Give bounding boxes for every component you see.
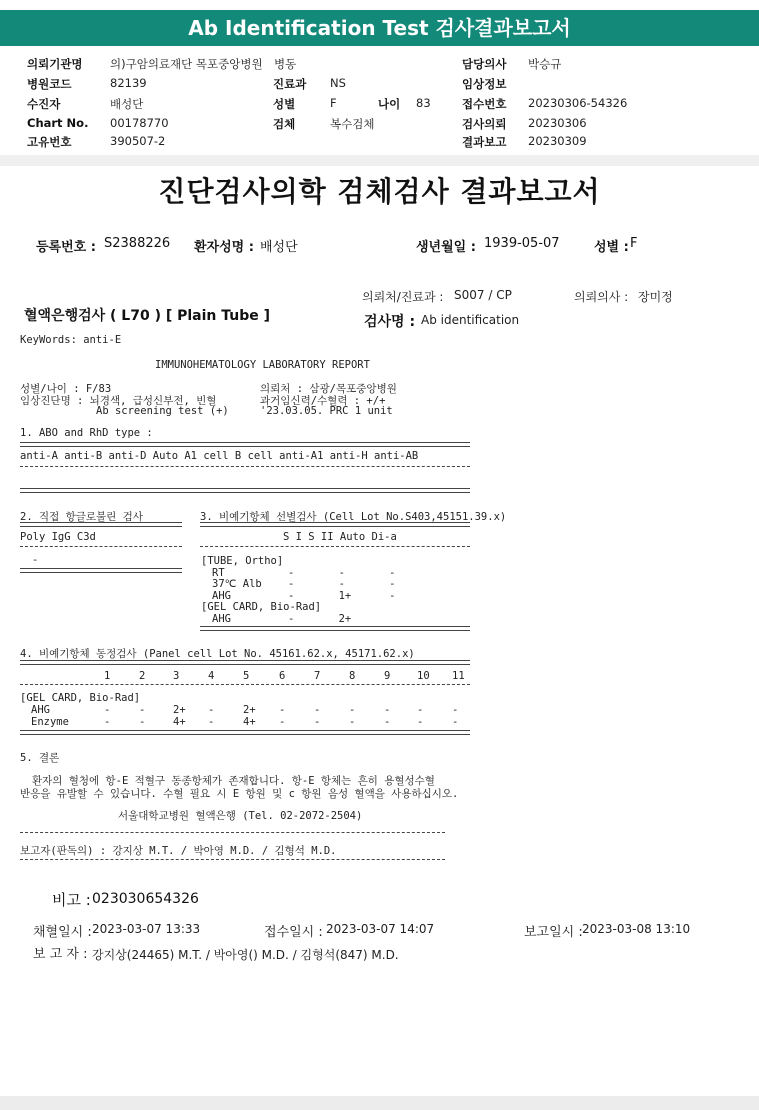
rule bbox=[20, 859, 445, 860]
value-sex: F bbox=[330, 96, 337, 110]
rule bbox=[20, 488, 470, 493]
collect-value: 2023-03-07 13:33 bbox=[92, 922, 201, 936]
panel-cell-result: - bbox=[417, 704, 424, 716]
screen-row-label: AHG bbox=[212, 589, 231, 602]
panel-cell-number: 1 bbox=[104, 670, 111, 682]
panel-cell-result: - bbox=[208, 704, 215, 716]
value-specimen: 복수검체 bbox=[330, 117, 375, 131]
test-name-value: Ab identification bbox=[421, 313, 520, 327]
panel-cell-number: 7 bbox=[314, 670, 321, 682]
patient-name-label: 환자성명 : bbox=[194, 240, 254, 255]
header-row-1 bbox=[0, 56, 759, 74]
reg-no-value: S2388226 bbox=[104, 236, 171, 251]
rule bbox=[20, 546, 182, 547]
value-hospital-code: 82139 bbox=[110, 76, 147, 90]
value-doctor: 박승규 bbox=[528, 57, 562, 71]
rule bbox=[20, 660, 470, 665]
receive-label: 접수일시 : bbox=[264, 925, 323, 940]
birth-value: 1939-05-07 bbox=[484, 236, 560, 251]
rule bbox=[200, 626, 470, 631]
collect-label: 채혈일시 : bbox=[33, 925, 92, 940]
panel-cell-result: - bbox=[139, 716, 146, 728]
diagnosis-cont: Ab screening test (+) bbox=[96, 405, 229, 417]
panel-row-label: Enzyme bbox=[31, 716, 69, 728]
panel-cell-result: 4+ bbox=[243, 716, 256, 728]
header-row-5 bbox=[0, 134, 759, 152]
panel-cell-result: - bbox=[104, 704, 111, 716]
value-institution: 의)구암의료재단 목포중앙병원 bbox=[110, 57, 263, 71]
screen-row-label: AHG bbox=[212, 612, 231, 625]
label-chart-no: Chart No. bbox=[27, 116, 89, 130]
panel-cell-result: - bbox=[104, 716, 111, 728]
label-sex: 성별 bbox=[273, 97, 296, 111]
value-chart-no: 00178770 bbox=[110, 116, 169, 130]
panel-group-label: [GEL CARD, Bio-Rad] bbox=[20, 692, 141, 704]
rule bbox=[20, 730, 470, 735]
report-title: 진단검사의학 검체검사 결과보고서 bbox=[158, 175, 601, 208]
value-patient: 배성단 bbox=[110, 97, 144, 111]
panel-cell-result: - bbox=[349, 716, 356, 728]
patient-name-value: 배성단 bbox=[260, 240, 298, 255]
header-row-3 bbox=[0, 96, 759, 114]
abo-headers: anti-A anti-B anti-D Auto A1 cell B cell anti-A1 anti-H anti-AB bbox=[20, 450, 419, 462]
label-patient: 수진자 bbox=[27, 97, 61, 111]
rule bbox=[200, 546, 470, 547]
panel-cell-result: - bbox=[417, 716, 424, 728]
label-specimen: 검체 bbox=[273, 117, 296, 131]
header-row-4 bbox=[0, 116, 759, 134]
diagnosis: 임상진단명 : 뇌경색, 급성신부전, 빈혈 bbox=[20, 395, 217, 407]
note-label: 비고 : bbox=[52, 891, 91, 909]
panel-cell-result: - bbox=[452, 704, 459, 716]
reporter-line: 보고자(판독의) : 강지상 M.T. / 박아영 M.D. / 김형석 M.D. bbox=[20, 845, 337, 857]
rule bbox=[20, 684, 470, 685]
report-banner-title: Ab Identification Test 검사결과보고서 bbox=[0, 10, 759, 46]
report-time-value: 2023-03-08 13:10 bbox=[582, 922, 691, 936]
value-request-date: 20230306 bbox=[528, 116, 587, 130]
rule bbox=[200, 522, 470, 527]
panel-cell-result: 2+ bbox=[243, 704, 256, 716]
section-4-title: 4. 비예기항체 동정검사 (Panel cell Lot No. 45161.62.x, 45171.62.x) bbox=[20, 648, 415, 660]
panel-cell-number: 9 bbox=[384, 670, 391, 682]
label-department: 진료과 bbox=[273, 77, 307, 91]
reg-no-label: 등록번호 : bbox=[36, 240, 96, 255]
dept-value: S007 / CP bbox=[454, 288, 512, 302]
lab-report-title: IMMUNOHEMATOLOGY LABORATORY REPORT bbox=[155, 359, 370, 371]
value-ward: 병동 bbox=[274, 57, 297, 71]
panel-cell-number: 5 bbox=[243, 670, 250, 682]
birth-label: 생년월일 : bbox=[416, 240, 476, 255]
panel-row-label: AHG bbox=[31, 704, 50, 716]
panel-cell-result: - bbox=[384, 704, 391, 716]
panel-cell-result: - bbox=[452, 716, 459, 728]
history: 과거임신력/수혈력 : +/+ bbox=[260, 395, 386, 407]
panel-cell-result: - bbox=[279, 704, 286, 716]
value-unique-no: 390507-2 bbox=[110, 134, 166, 148]
panel-cell-number: 10 bbox=[417, 670, 430, 682]
panel-cell-number: 2 bbox=[139, 670, 146, 682]
report-time-label: 보고일시 : bbox=[524, 925, 583, 940]
label-institution: 의뢰기관명 bbox=[27, 57, 83, 71]
dat-value: - bbox=[32, 554, 39, 566]
value-receipt-no: 20230306-54326 bbox=[528, 96, 628, 110]
label-clinical-info: 임상정보 bbox=[462, 77, 507, 91]
screen-row-label: 37℃ Alb bbox=[212, 578, 262, 590]
sex-value: F bbox=[630, 236, 638, 251]
section-1-title: 1. ABO and RhD type : bbox=[20, 427, 153, 439]
panel-cell-result: - bbox=[314, 704, 321, 716]
panel-cell-result: - bbox=[208, 716, 215, 728]
value-department: NS bbox=[330, 76, 346, 90]
reporter2-label: 보 고 자 : bbox=[33, 947, 88, 962]
history-cont: '23.03.05. PRC 1 unit bbox=[260, 405, 393, 417]
panel-cell-number: 8 bbox=[349, 670, 356, 682]
label-unique-no: 고유번호 bbox=[27, 135, 72, 149]
label-report-date: 결과보고 bbox=[462, 135, 507, 149]
screen-row-values: - - - bbox=[288, 578, 396, 590]
hospital-line: 서울대학교병원 혈액은행 (Tel. 02-2072-2504) bbox=[118, 810, 363, 822]
screen-row-label: [GEL CARD, Bio-Rad] bbox=[201, 601, 322, 613]
panel-cell-number: 11 bbox=[452, 670, 465, 682]
rule bbox=[20, 466, 470, 467]
label-hospital-code: 병원코드 bbox=[27, 77, 72, 91]
rule bbox=[20, 832, 445, 833]
panel-cell-result: - bbox=[139, 704, 146, 716]
rule bbox=[20, 522, 182, 527]
label-age: 나이 bbox=[378, 97, 401, 111]
section-2-title: 2. 직접 항글로불린 검사 bbox=[20, 511, 143, 523]
dept-label: 의뢰처/진료과 : bbox=[362, 290, 444, 304]
label-doctor: 담당의사 bbox=[462, 57, 507, 71]
panel-cell-result: 4+ bbox=[173, 716, 186, 728]
screen-row-label: RT bbox=[212, 566, 225, 579]
screen-row-values: - 1+ - bbox=[288, 589, 396, 602]
panel-cell-result: 2+ bbox=[173, 704, 186, 716]
section-5-title: 5. 결론 bbox=[20, 752, 60, 764]
value-age: 83 bbox=[416, 96, 431, 110]
screen-headers: S I S II Auto Di-a bbox=[283, 531, 397, 543]
reporter2-value: 강지상(24465) M.T. / 박아영() M.D. / 김형석(847) M.D. bbox=[92, 948, 399, 962]
panel-cell-result: - bbox=[314, 716, 321, 728]
header-info-panel bbox=[0, 48, 759, 153]
note-value: 023030654326 bbox=[92, 891, 199, 907]
test-name-label: 검사명 : bbox=[364, 314, 416, 330]
receive-value: 2023-03-07 14:07 bbox=[326, 922, 435, 936]
doctor-label: 의뢰의사 : bbox=[574, 290, 629, 304]
panel-cell-number: 3 bbox=[173, 670, 180, 682]
bottom-bar bbox=[0, 1096, 759, 1110]
panel-cell-result: - bbox=[279, 716, 286, 728]
dat-headers: Poly IgG C3d bbox=[20, 531, 96, 543]
panel-cell-number: 4 bbox=[208, 670, 215, 682]
label-request-date: 검사의뢰 bbox=[462, 117, 507, 131]
screen-row-label: [TUBE, Ortho] bbox=[201, 555, 284, 567]
referral: 의뢰처 : 삼광/목포중앙병원 bbox=[260, 383, 397, 395]
rule bbox=[20, 442, 470, 447]
header-row-2 bbox=[0, 76, 759, 94]
conclusion-line-1: 환자의 혈청에 항-E 적혈구 동종항체가 존재합니다. 항-E 항체는 흔히 용혈성수혈 bbox=[32, 775, 435, 787]
panel-cell-number: 6 bbox=[279, 670, 286, 682]
screen-row-values: - - - bbox=[288, 566, 396, 579]
sex-age: 성별/나이 : F/83 bbox=[20, 383, 112, 395]
keywords: KeyWords: anti-E bbox=[20, 334, 122, 346]
sex-label: 성별 : bbox=[594, 240, 629, 255]
doctor-value: 장미정 bbox=[638, 290, 673, 304]
value-report-date: 20230309 bbox=[528, 134, 587, 148]
section-3-title: 3. 비예기항체 선별검사 (Cell Lot No.S403,45151.39.x) bbox=[200, 511, 507, 523]
section-divider bbox=[0, 155, 759, 166]
screen-row-values: - 2+ bbox=[288, 612, 352, 625]
panel-cell-result: - bbox=[384, 716, 391, 728]
blood-bank-title: 혈액은행검사 ( L70 ) [ Plain Tube ] bbox=[24, 308, 271, 324]
rule bbox=[20, 568, 182, 573]
label-receipt-no: 접수번호 bbox=[462, 97, 507, 111]
panel-cell-result: - bbox=[349, 704, 356, 716]
conclusion-line-2: 반응을 유발할 수 있습니다. 수혈 필요 시 E 항원 및 c 항원 음성 혈액을 사용하십시오. bbox=[20, 788, 459, 800]
